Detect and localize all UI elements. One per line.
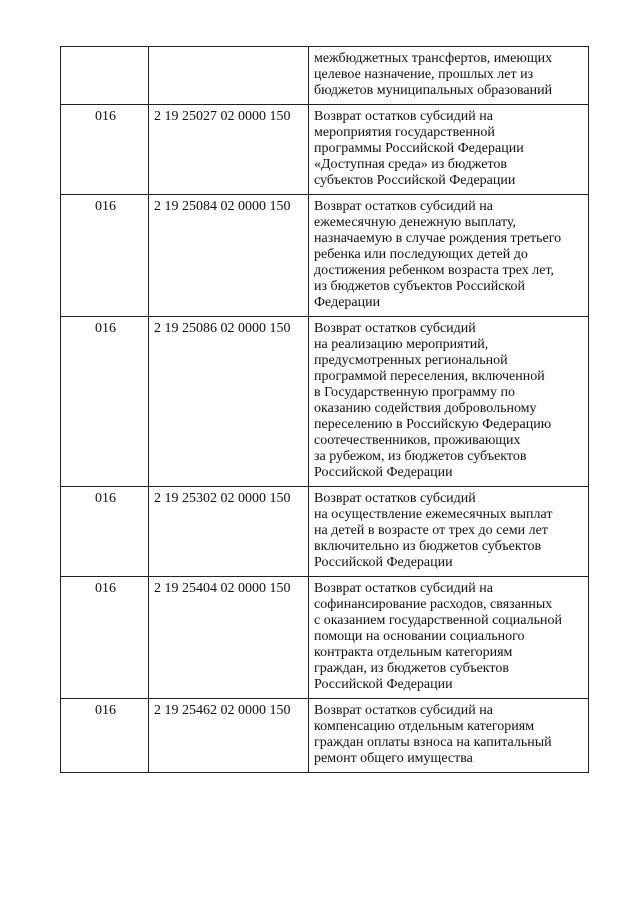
table-row (61, 195, 589, 317)
budget-code-cell: 2 19 25084 02 0000 150 (149, 195, 309, 317)
income-name-cell: Возврат остатков субсидий на ежемесячную денежную выплату, назначаемую в случае рождения третьего ребенка или последующих детей до достижения ребенком возраста трех лет, из бюджетов субъектов Российской Федерации (309, 195, 589, 317)
income-name-cell: Возврат остатков субсидий на осуществление ежемесячных выплат на детей в возрасте от трех до семи лет включительно из бюджетов субъектов Российской Федерации (309, 487, 589, 577)
budget-code-cell: 2 19 25462 02 0000 150 (149, 699, 309, 773)
table-row (61, 487, 589, 577)
budget-code-cell: 2 19 25086 02 0000 150 (149, 317, 309, 487)
budget-codes-table (60, 46, 589, 773)
budget-code-cell: 2 19 25027 02 0000 150 (149, 105, 309, 195)
admin-code-cell (61, 47, 149, 105)
admin-code-cell: 016 (61, 195, 149, 317)
income-name-cell: Возврат остатков субсидий на компенсацию отдельным категориям граждан оплаты взноса на капитальный ремонт общего имущества (309, 699, 589, 773)
budget-code-cell: 2 19 25302 02 0000 150 (149, 487, 309, 577)
budget-code-cell: 2 19 25404 02 0000 150 (149, 577, 309, 699)
budget-code-cell (149, 47, 309, 105)
income-name-cell: Возврат остатков субсидий на софинансирование расходов, связанных с оказанием государственной социальной помощи на основании социального контракта отдельным категориям граждан, из бюджетов субъектов Российской Федерации (309, 577, 589, 699)
table-row (61, 317, 589, 487)
table-row (61, 105, 589, 195)
admin-code-cell: 016 (61, 577, 149, 699)
admin-code-cell: 016 (61, 487, 149, 577)
income-name-cell: Возврат остатков субсидий на мероприятия государственной программы Российской Федерации «Доступная среда» из бюджетов субъектов Российской Федерации (309, 105, 589, 195)
income-name-cell: межбюджетных трансфертов, имеющих целевое назначение, прошлых лет из бюджетов муниципальных образований (309, 47, 589, 105)
admin-code-cell: 016 (61, 317, 149, 487)
table-row (61, 47, 589, 105)
table-row (61, 577, 589, 699)
admin-code-cell: 016 (61, 699, 149, 773)
income-name-cell: Возврат остатков субсидий на реализацию мероприятий, предусмотренных региональной программой переселения, включенной в Государственную программу по оказанию содействия добровольному переселению в Российскую Федерацию соотечественников, проживающих за рубежом, из бюджетов субъектов Российской Федерации (309, 317, 589, 487)
table-row (61, 699, 589, 773)
admin-code-cell: 016 (61, 105, 149, 195)
